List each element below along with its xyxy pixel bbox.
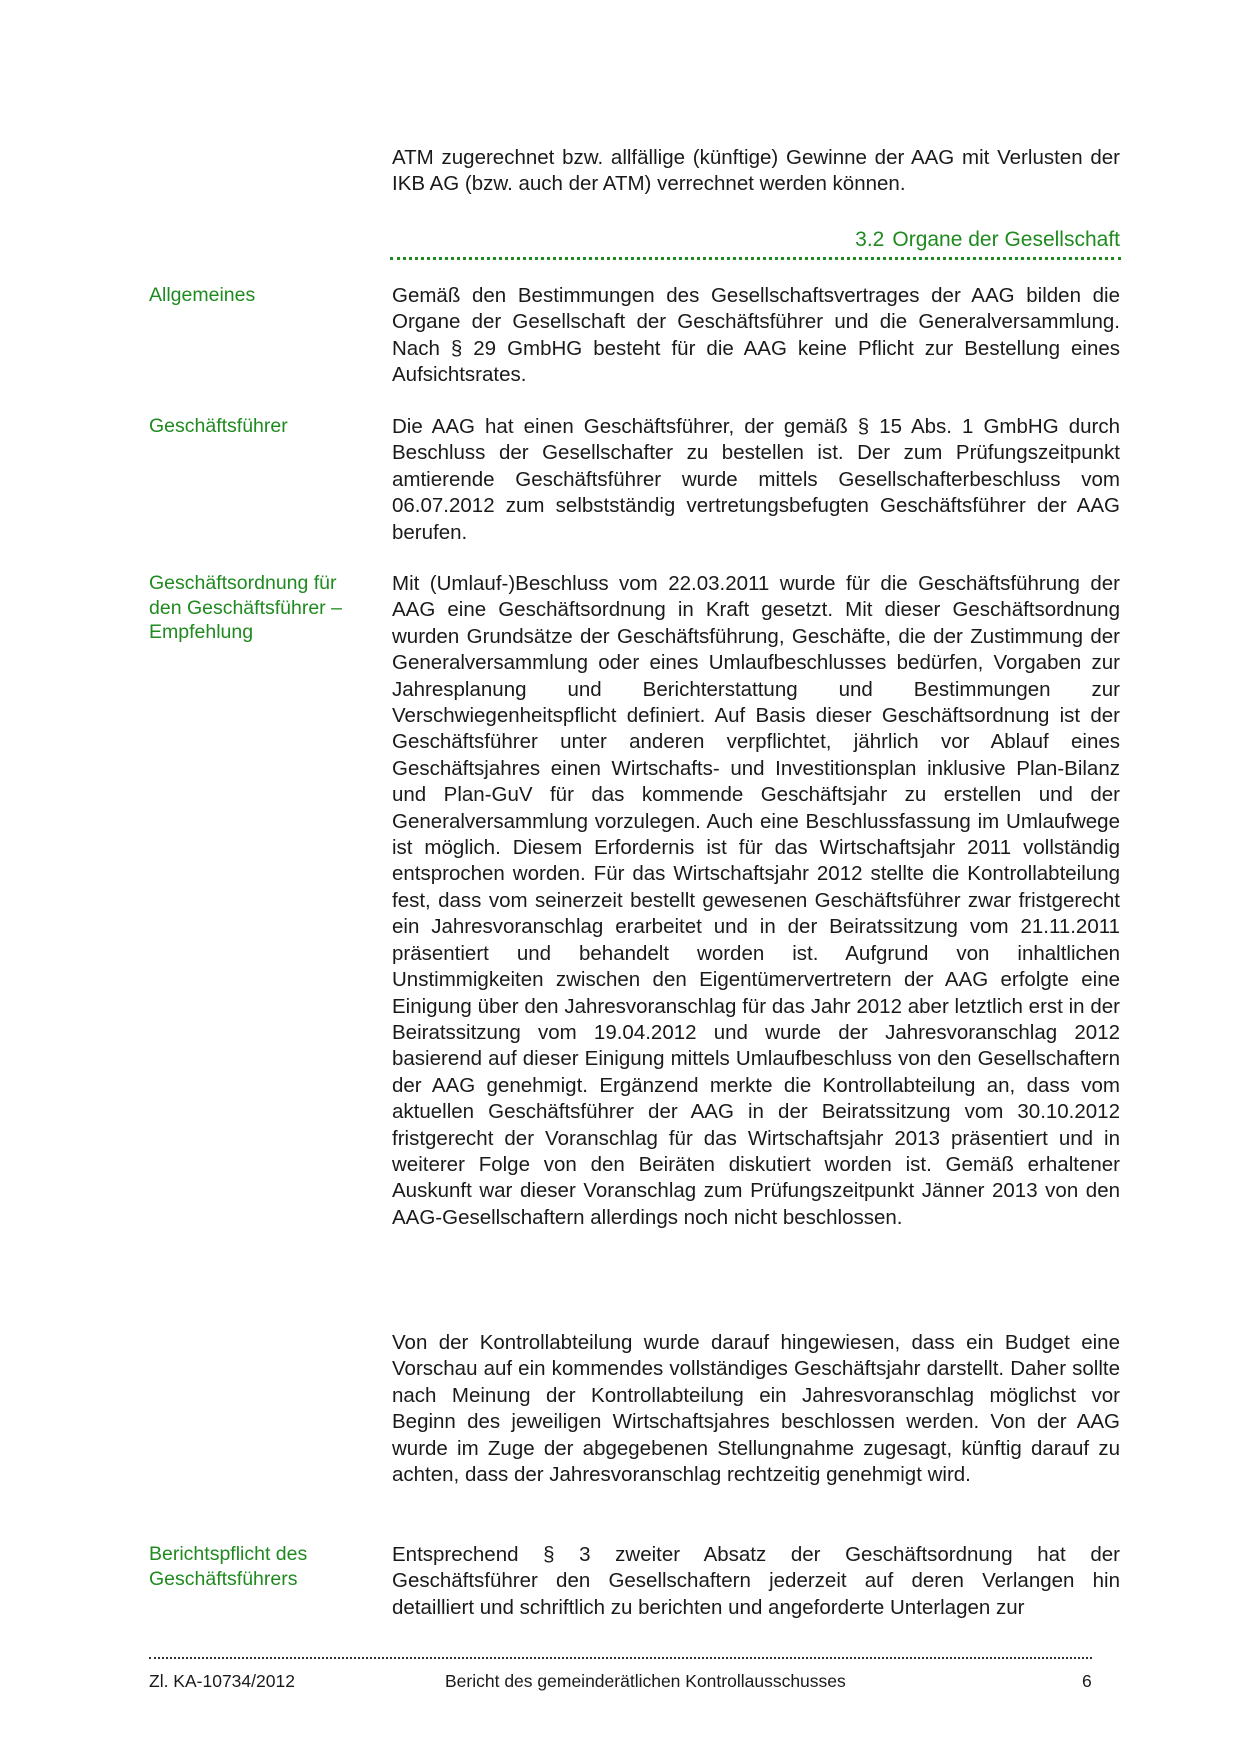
paragraph-geschaeftsfuehrer: Die AAG hat einen Geschäftsführer, der gemäß § 15 Abs. 1 GmbHG durch Beschluss der Gesellschafter zu bestellen ist. Der zum Prüfungszeitpunkt amtierende Geschäftsführer wurde mittels Gesellschafterbeschluss vom 06.07.2012 zum selbstständig vertretungsbefugten Geschäftsführer der AAG berufen.	[392, 415, 1120, 544]
footer-divider	[149, 1657, 1092, 1659]
page-number: 6	[1082, 1671, 1092, 1691]
paragraph-berichtspflicht: Entsprechend § 3 zweiter Absatz der Geschäftsordnung hat der Geschäftsführer den Gesellschaftern jederzeit auf deren Verlangen hin detailliert und schriftlich zu berichten und angeforderte Unterlagen zur	[392, 1543, 1120, 1619]
paragraph-allgemeines: Gemäß den Bestimmungen des Gesellschaftsvertrages der AAG bilden die Organe der Gesellschaft der Geschäftsführer und die Generalversammlung. Nach § 29 GmbHG besteht für die AAG keine Pflicht zur Bestellung eines Aufsichtsrates.	[392, 284, 1120, 387]
footer-reference: Zl. KA-10734/2012	[149, 1671, 295, 1691]
section-title: Organe der Gesellschaft	[892, 228, 1120, 251]
margin-label-berichtspflicht: Berichtspflicht des Geschäftsführers	[149, 1543, 308, 1590]
paragraph-geschaeftsordnung: Mit (Umlauf-)Beschluss vom 22.03.2011 wurde für die Geschäftsführung der AAG eine Geschäftsordnung in Kraft gesetzt. Mit dieser Geschäftsordnung wurden Grundsätze der Geschäftsführung, Geschäfte, die der Zustimmung der Generalversammlung oder eines Umlaufbeschlusses bedürfen, Vorgaben zur Jahresplanung und Berichterstattung und Bestimmungen zur Verschwiegenheitspflicht definiert. Auf Basis dieser Geschäftsordnung ist der Geschäftsführer unter anderen verpflichtet, jährlich vor Ablauf eines Geschäftsjahres einen Wirtschafts- und Investitionsplan inklusive Plan-Bilanz und Plan-GuV für das kommende Geschäftsjahr zu erstellen und der Generalversammlung vorzulegen. Auch eine Beschlussfassung im Umlaufwege ist möglich. Diesem Erfordernis ist für das Wirtschaftsjahr 2011 vollständig entsprochen worden. Für das Wirtschaftsjahr 2012 stellte die Kontrollabteilung fest, dass vom seinerzeit bestellt gewesenen Geschäftsführer zwar fristgerecht ein Jahresvoranschlag erarbeitet und in der Beiratssitzung vom 21.11.2011 präsentiert und behandelt worden ist. Aufgrund von inhaltlichen Unstimmigkeiten zwischen den Eigentümervertretern der AAG erfolgte eine Einigung über den Jahresvoranschlag für das Jahr 2012 aber letztlich erst in der Beiratssitzung vom 19.04.2012 und wurde der Jahresvoranschlag 2012 basierend auf dieser Einigung mittels Umlaufbeschluss von den Gesellschaftern der AAG genehmigt. Ergänzend merkte die Kontrollabteilung an, dass vom aktuellen Geschäftsführer der AAG in der Beiratssitzung vom 30.10.2012 fristgerecht der Voranschlag für das Wirtschaftsjahr 2013 präsentiert und in weiterer Folge von den Beiräten diskutiert worden ist. Gemäß erhaltener Auskunft war dieser Voranschlag zum Prüfungszeitpunkt Jänner 2013 von den AAG-Gesellschaftern allerdings noch nicht beschlossen.	[392, 572, 1120, 1229]
intro-paragraph: ATM zugerechnet bzw. allfällige (künftige) Gewinne der AAG mit Verlusten der IKB AG (bzw. auch der ATM) verrechnet werden können.	[392, 146, 1120, 196]
paragraph-budget-hinweis: Von der Kontrollabteilung wurde darauf hingewiesen, dass ein Budget eine Vorschau auf ein kommendes vollständiges Geschäftsjahr darstellt. Daher sollte nach Meinung der Kontrollabteilung ein Jahresvoranschlag möglichst vor Beginn des jeweiligen Wirtschaftsjahres beschlossen werden. Von der AAG wurde im Zuge der abgegebenen Stellungnahme zugesagt, künftig darauf zu achten, dass der Jahresvoranschlag rechtzeitig genehmigt wird.	[392, 1331, 1120, 1487]
margin-label-geschaeftsfuehrer: Geschäftsführer	[149, 415, 288, 437]
section-heading	[392, 227, 1120, 253]
margin-label-geschaeftsordnung: Geschäftsordnung für den Geschäftsführer – Empfehlung	[149, 572, 342, 643]
footer-title: Bericht des gemeinderätlichen Kontrollausschusses	[445, 1671, 846, 1691]
section-divider	[390, 257, 1121, 260]
margin-label-allgemeines: Allgemeines	[149, 284, 256, 306]
section-number: 3.2	[855, 228, 885, 251]
